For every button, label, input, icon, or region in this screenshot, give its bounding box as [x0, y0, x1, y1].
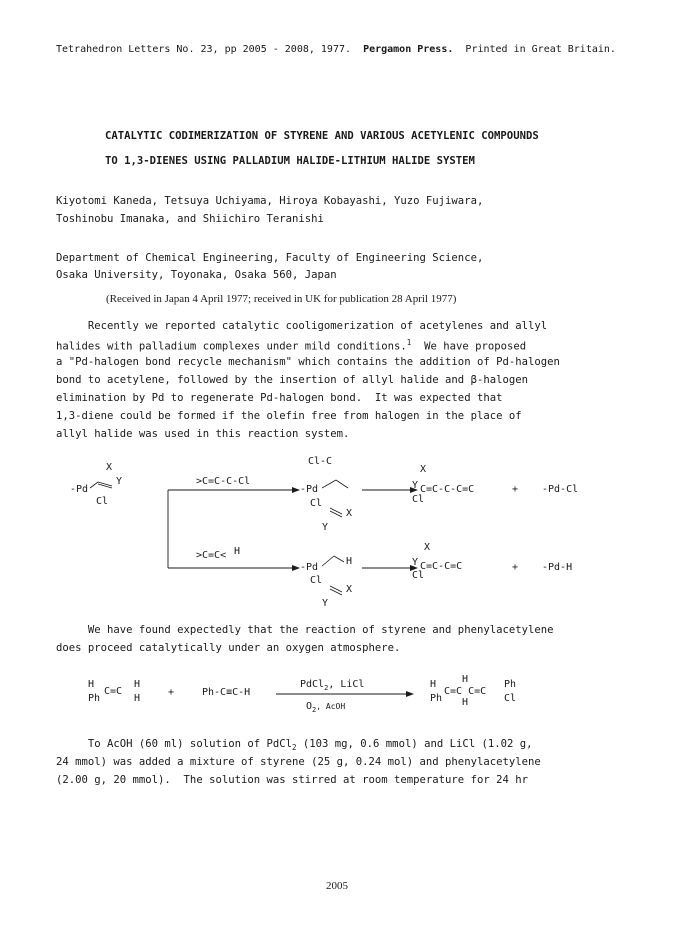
prod-bot-x: X [424, 542, 431, 553]
reaction-scheme-2 [60, 675, 620, 725]
prod-bot-diene: C=C-C=C [420, 561, 463, 572]
plus-sign: + [168, 687, 175, 698]
journal-header [56, 44, 616, 55]
paragraph-1-line-5: elimination by Pd to regenerate Pd-halogen bond. It was expected that [56, 392, 503, 404]
prod-bot-cl: Cl [412, 570, 425, 581]
product-h1: H [430, 679, 437, 690]
prod-top-cl: Cl [412, 494, 425, 505]
start-x: X [106, 462, 113, 473]
int-top-x: X [346, 508, 353, 519]
paragraph-1-line-3: a "Pd-halogen bond recycle mechanism" which contains the addition of Pd-halogen [56, 356, 560, 368]
styrene-h2: H [134, 679, 141, 690]
paragraph-2-line-2: does proceed catalytically under an oxygen atmosphere. [56, 642, 401, 654]
int-top-pd: -Pd [300, 484, 319, 495]
prod-top-diene: C=C-C-C=C [420, 484, 475, 495]
product-h2: H [462, 675, 469, 685]
paragraph-3-line-3: (2.00 g, 20 mmol). The solution was stirred at room temperature for 24 hr [56, 774, 528, 786]
product-ph1: Ph [430, 693, 443, 704]
paragraph-3-line-2: 24 mmol) was added a mixture of styrene (25 g, 0.24 mol) and phenylacetylene [56, 756, 541, 768]
product-ph2: Ph [504, 679, 517, 690]
affiliation-line-1: Department of Chemical Engineering, Faculty of Engineering Science, [56, 252, 484, 264]
byproduct-pd-h: -Pd-H [542, 562, 573, 573]
paragraph-1-line-2: halides with palladium complexes under mild conditions.$^1$ We have proposed [56, 338, 527, 353]
authors-line-2: Toshinobu Imanaka, and Shiichiro Teranishi [56, 213, 324, 225]
styrene-h1: H [88, 679, 95, 690]
phenylacetylene: Ph-C≡C-H [202, 687, 251, 698]
paragraph-2-line-1: We have found expectedly that the reaction of styrene and phenylacetylene [56, 624, 554, 636]
start-cl: Cl [96, 496, 109, 507]
plus-top: + [512, 484, 519, 495]
publisher: Pergamon Press. [363, 44, 454, 55]
received-dates: (Received in Japan 4 April 1977; received in UK for publication 28 April 1977) [106, 293, 457, 305]
int-bot-cl: Cl [310, 575, 323, 586]
title-line-2: TO 1,3-DIENES USING PALLADIUM HALIDE-LITHIUM HALIDE SYSTEM [105, 155, 475, 167]
byproduct-pd-cl: -Pd-Cl [542, 484, 579, 495]
int-top-y: Y [322, 522, 329, 533]
plus-bottom: + [512, 562, 519, 573]
reagent-allyl-halide: >C=C-C-Cl [196, 476, 251, 487]
paragraph-1-line-7: allyl halide was used in this reaction system. [56, 428, 350, 440]
int-bot-pd: -Pd [300, 562, 319, 573]
product-core: C=C C=C [444, 686, 487, 697]
printed-in: Printed in Great Britain. [465, 44, 616, 55]
reagent-olefin-h: H [234, 546, 241, 557]
paragraph-1-line-4: bond to acetylene, followed by the insertion of allyl halide and β-halogen [56, 374, 528, 386]
product-h3: H [462, 697, 469, 708]
journal-citation: Tetrahedron Letters No. 23, pp 2005 - 2008, 1977. [56, 44, 352, 55]
reference-1: 1 [406, 338, 412, 347]
reaction-scheme-1 [60, 450, 620, 610]
condition-atmosphere: $O_2^{, AcOH}$ [306, 701, 346, 714]
reagent-olefin: >C=C< [196, 550, 227, 561]
prod-top-y: Y [412, 480, 419, 491]
product-cl: Cl [504, 693, 517, 704]
prod-bot-y: Y [412, 557, 419, 568]
paragraph-1-line-1: Recently we reported catalytic cooligomerization of acetylenes and allyl [56, 320, 548, 332]
prod-top-x: X [420, 464, 427, 475]
styrene-h3: H [134, 693, 141, 704]
title-line-1: CATALYTIC CODIMERIZATION OF STYRENE AND VARIOUS ACETYLENIC COMPOUNDS [105, 130, 539, 142]
start-pd: -Pd [70, 484, 89, 495]
page-number: 2005 [326, 880, 348, 892]
styrene-core: C=C [104, 686, 123, 697]
authors-line-1: Kiyotomi Kaneda, Tetsuya Uchiyama, Hiroya Kobayashi, Yuzo Fujiwara, [56, 195, 484, 207]
int-top-cl-c: Cl-C [308, 456, 333, 467]
start-y: Y [116, 476, 123, 487]
paragraph-1-line-6: 1,3-diene could be formed if the olefin free from halogen in the place of [56, 410, 522, 422]
paragraph-3-line-1: To AcOH (60 ml) solution of PdCl$_2$ (103 mg, 0.6 mmol) and LiCl (1.02 g, [56, 738, 533, 753]
styrene-ph: Ph [88, 693, 101, 704]
int-bot-x: X [346, 584, 353, 595]
condition-catalyst: PdCl$_2$, LiCl [300, 679, 365, 692]
int-bot-y: Y [322, 598, 329, 609]
affiliation-line-2: Osaka University, Toyonaka, Osaka 560, Japan [56, 269, 337, 281]
int-bot-h: H [346, 556, 353, 567]
int-top-cl: Cl [310, 498, 323, 509]
